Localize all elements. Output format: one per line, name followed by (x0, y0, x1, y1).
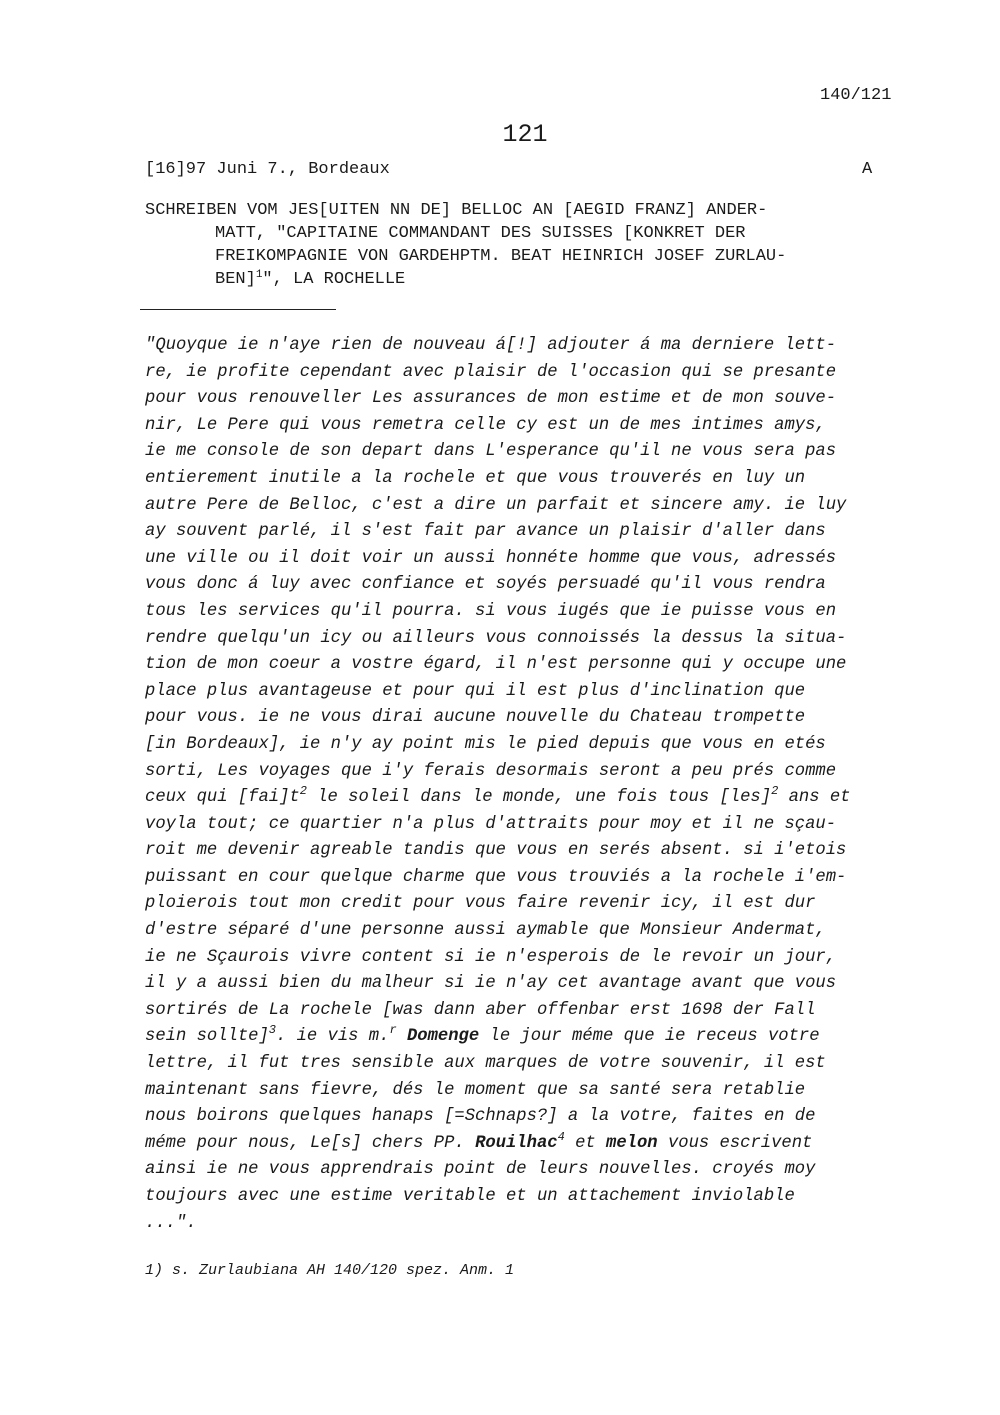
document-heading (145, 199, 905, 291)
footnote-marker: 3 (268, 1023, 276, 1038)
letter-text-run: sein sollte] (145, 1027, 269, 1047)
letter-line: d'estre séparé d'une personne aussi aymable que Monsieur Andermat, (145, 921, 826, 941)
letter-line: toujours avec une estime veritable et un attachement inviolable (145, 1187, 795, 1206)
letter-line: nous boirons quelques hanaps [=Schnaps?] a la votre, faites en de (145, 1107, 816, 1127)
page-reference: 140/121 (820, 86, 892, 105)
letter-text-run: le soleil dans le monde, une fois tous [les] (306, 788, 772, 808)
letter-line: ainsi ie ne vous apprendrais point de leurs nouvelles. croyés moy (145, 1160, 816, 1180)
letter-text-run: vous escrivent (657, 1133, 813, 1153)
heading-text: ", LA ROCHELLE (262, 270, 406, 289)
heading-line: FREIKOMPAGNIE VON GARDEHPTM. BEAT HEINRICH JOSEF ZURLAU- (215, 247, 787, 266)
letter-line: lettre, il fut tres sensible aux marques de votre souvenir, il est (145, 1054, 826, 1074)
footnote-marker: 4 (557, 1129, 565, 1144)
footnote: 1) s. Zurlaubiana AH 140/120 spez. Anm. 1 (145, 1262, 515, 1279)
grade-letter: A (862, 160, 873, 179)
letter-line: ie ne Sçaurois vivre content si ie n'esperois de le revoir un jour, (145, 947, 837, 967)
letter-line: tion de mon coeur a vostre égard, il n'est personne qui y occupe une (145, 655, 847, 675)
date-place: [16]97 Juni 7., Bordeaux (145, 160, 390, 179)
letter-line: tous les services qu'il pourra. si vous iugés que ie puisse vous en (145, 601, 837, 621)
letter-line: place plus avantageuse et pour qui il est plus d'inclination que (145, 681, 806, 701)
superscript-letter: r (389, 1023, 397, 1038)
letter-line: rendre quelqu'un icy ou ailleurs vous connoissés la dessus la situa- (145, 628, 847, 648)
letter-line: pour vous renouveller Les assurances de mon estime et de mon souve- (145, 389, 837, 409)
letter-line: re, ie profite cependant avec plaisir de l'occasion qui se presante (145, 362, 837, 382)
letter-text (145, 333, 925, 1237)
letter-line: vous donc á luy avec confiance et soyés persuadé qu'il vous rendra (145, 575, 826, 595)
letter-line: sorti, Les voyages que i'y ferais desormais seront a peu prés comme (145, 761, 837, 781)
person-name-melon: melon (606, 1133, 658, 1153)
letter-line: entierement inutile a la rochele et que vous trouverés en luy un (145, 468, 806, 488)
letter-text-run: et (564, 1133, 607, 1153)
heading-text: BEN] (215, 270, 256, 289)
letter-text-run: . ie vis m. (275, 1027, 390, 1047)
letter-line: "Quoyque ie n'aye rien de nouveau á[!] adjouter á ma derniere lett- (145, 336, 837, 355)
letter-line: sortirés de La rochele [was dann aber offenbar erst 1698 der Fall (145, 1000, 816, 1020)
document-number: 121 (502, 120, 548, 149)
person-name-rouilhac: Rouilhac (475, 1133, 558, 1153)
footnote-marker: 2 (771, 784, 779, 799)
separator-rule (140, 309, 336, 310)
person-name-domenge: Domenge (406, 1027, 480, 1047)
heading-line: MATT, "CAPITAINE COMMANDANT DES SUISSES [KONKRET DER (215, 224, 746, 243)
letter-line: voyla tout; ce quartier n'a plus d'attraits pour moy et il ne sçau- (145, 814, 837, 834)
letter-text-run: le jour méme que ie receus votre (479, 1027, 820, 1047)
letter-line: [in Bordeaux], ie n'y ay point mis le pied depuis que vous en etés (145, 734, 826, 754)
heading-line (145, 268, 905, 291)
letter-line: nir, Le Pere qui vous remetra celle cy est un de mes intimes amys, (145, 415, 826, 435)
footnote-marker: 2 (299, 784, 307, 799)
letter-line: une ville ou il doit voir un aussi honnéte homme que vous, adressés (145, 548, 837, 568)
letter-line: ...". (145, 1213, 197, 1233)
letter-line: autre Pere de Belloc, c'est a dire un parfait et sincere amy. ie luy (145, 495, 847, 515)
letter-text-run: ans et (778, 788, 851, 808)
footnote-marker: 1 (255, 269, 263, 281)
letter-line: maintenant sans fievre, dés le moment que sa santé sera retablie (145, 1080, 806, 1100)
letter-line: roit me devenir agreable tandis que vous en serés absent. si i'etois (145, 841, 847, 861)
letter-line: ploierois tout mon credit pour vous faire revenir icy, il est dur (145, 894, 816, 914)
letter-line (145, 1131, 925, 1158)
letter-line: il y a aussi bien du malheur si ie n'ay cet avantage avant que vous (145, 974, 837, 994)
letter-line (145, 1024, 925, 1051)
letter-line: pour vous. ie ne vous dirai aucune nouvelle du Chateau trompette (145, 708, 806, 728)
letter-line: puissant en cour quelque charme que vous trouviés a la rochele i'em- (145, 867, 847, 887)
letter-line (145, 785, 925, 812)
letter-line: ie me console de son depart dans L'esperance qu'il ne vous sera pas (145, 442, 837, 462)
letter-line: ay souvent parlé, il s'est fait par avance un plaisir d'aller dans (145, 522, 826, 542)
letter-text-run: ceux qui [fai]t (145, 788, 300, 808)
heading-line: SCHREIBEN VOM JES[UITEN NN DE] BELLOC AN [AEGID FRANZ] ANDER- (145, 201, 768, 220)
letter-text-run: méme pour nous, Le[s] chers PP. (145, 1133, 476, 1153)
